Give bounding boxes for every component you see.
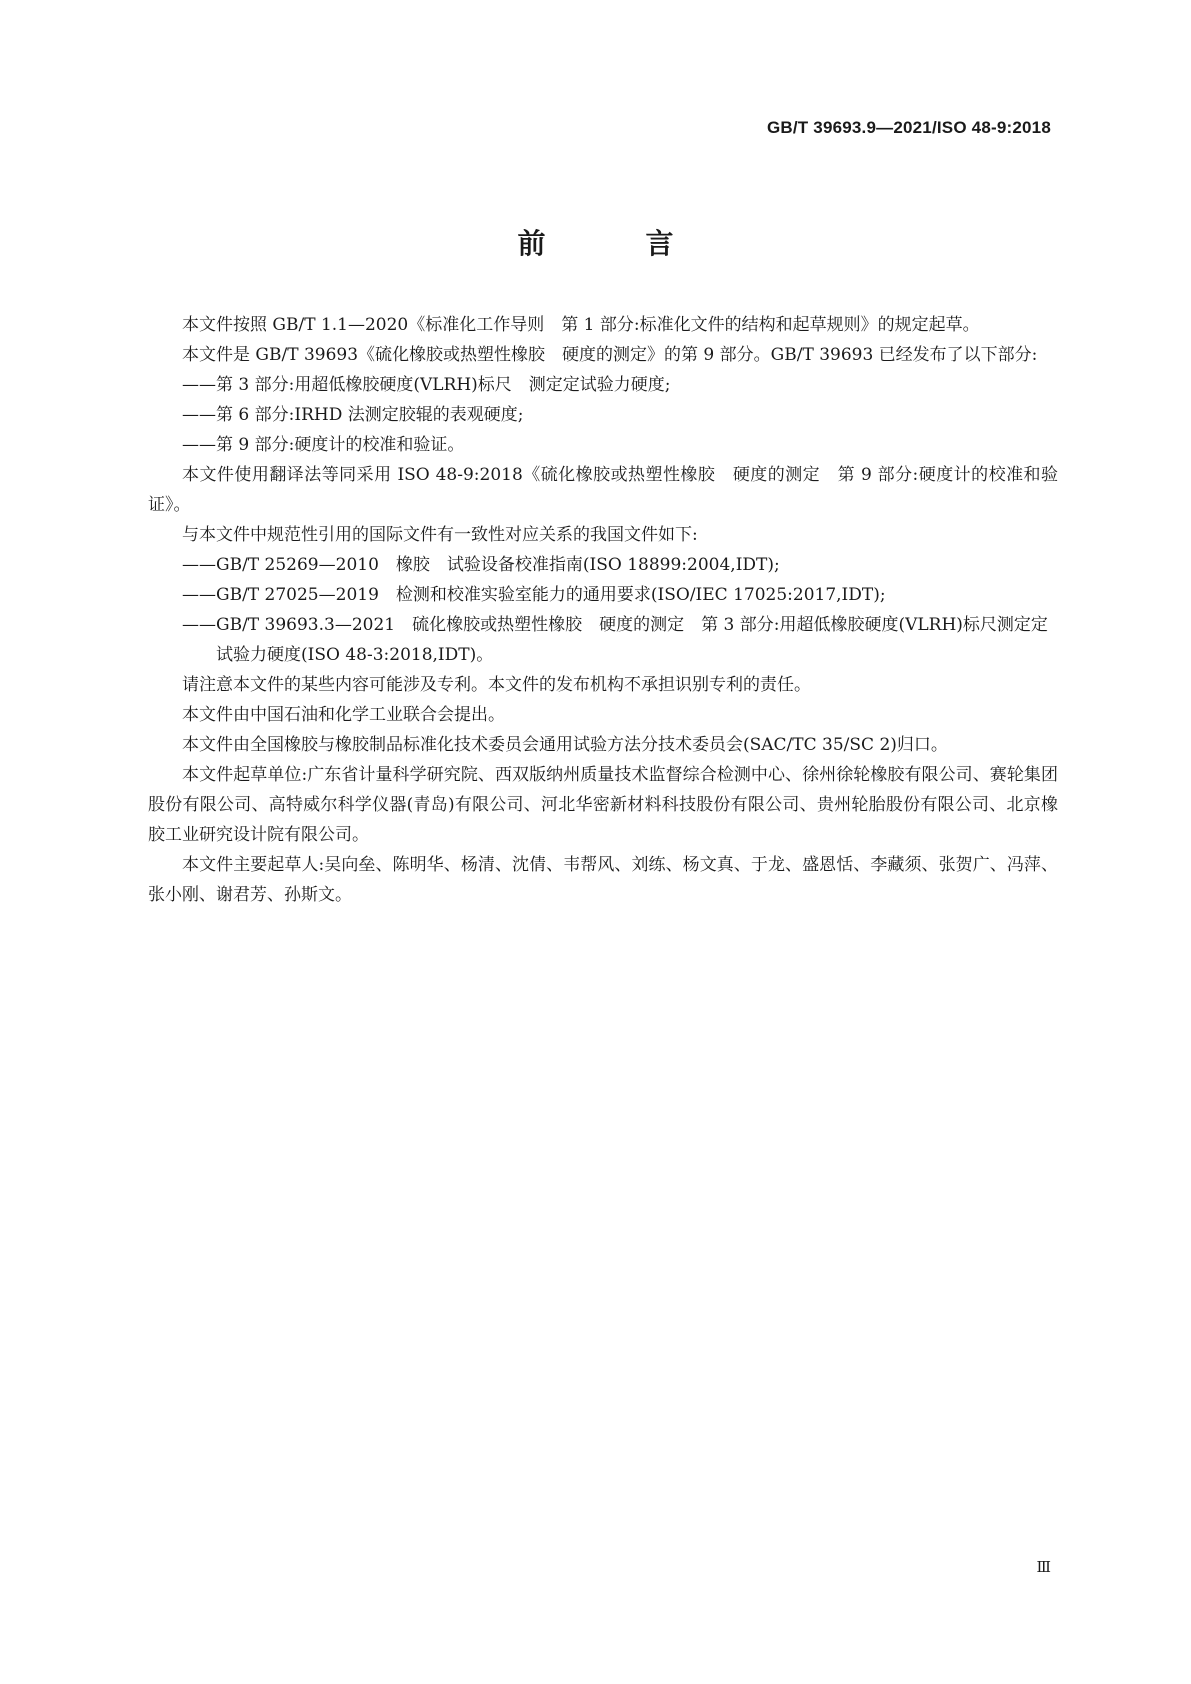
list-item-reference: ——GB/T 25269—2010 橡胶 试验设备校准指南(ISO 18899:2004,IDT); <box>182 555 780 575</box>
page-title: 前 言 <box>517 227 710 260</box>
paragraph-drafting-units: 本文件起草单位:广东省计量科学研究院、西双版纳州质量技术监督综合检测中心、徐州徐轮橡胶有限公司、赛轮集团股份有限公司、高特威尔科学仪器(青岛)有限公司、河北华密新材料科技股份有限公司、贵州轮胎股份有限公司、北京橡胶工业研究设计院有限公司。 <box>148 765 1058 845</box>
paragraph-adoption: 本文件使用翻译法等同采用 ISO 48-9:2018《硫化橡胶或热塑性橡胶 硬度的测定 第 9 部分:硬度计的校准和验证》。 <box>148 465 1058 515</box>
list-item-part: ——第 6 部分:IRHD 法测定胶辊的表观硬度; <box>182 405 524 425</box>
list-item-reference: ——GB/T 27025—2019 检测和校准实验室能力的通用要求(ISO/IEC 17025:2017,IDT); <box>182 585 886 605</box>
page-number: Ⅲ <box>1036 1558 1051 1576</box>
list-item-part: ——第 9 部分:硬度计的校准和验证。 <box>182 435 465 455</box>
paragraph-patent-notice: 请注意本文件的某些内容可能涉及专利。本文件的发布机构不承担识别专利的责任。 <box>182 675 811 695</box>
paragraph-series-parts: 本文件是 GB/T 39693《硫化橡胶或热塑性橡胶 硬度的测定》的第 9 部分。GB/T 39693 已经发布了以下部分: <box>182 345 1038 365</box>
list-item-part: ——第 3 部分:用超低橡胶硬度(VLRH)标尺 测定定试验力硬度; <box>182 375 671 395</box>
paragraph-drafting-rules: 本文件按照 GB/T 1.1—2020《标准化工作导则 第 1 部分:标准化文件的结构和起草规则》的规定起草。 <box>182 315 980 335</box>
paragraph-proposer: 本文件由中国石油和化学工业联合会提出。 <box>182 705 505 725</box>
list-item-reference: ——GB/T 39693.3—2021 硫化橡胶或热塑性橡胶 硬度的测定 第 3 部分:用超低橡胶硬度(VLRH)标尺测定定试验力硬度(ISO 48-3:2018,IDT)。 <box>182 615 1048 665</box>
paragraph-correspondence: 与本文件中规范性引用的国际文件有一致性对应关系的我国文件如下: <box>182 525 698 545</box>
preface-body <box>148 310 1058 910</box>
paragraph-responsible-committee: 本文件由全国橡胶与橡胶制品标准化技术委员会通用试验方法分技术委员会(SAC/TC 35/SC 2)归口。 <box>182 735 948 755</box>
paragraph-drafters: 本文件主要起草人:吴向垒、陈明华、杨清、沈倩、韦帮风、刘练、杨文真、于龙、盛恩恬、李藏须、张贺广、冯萍、张小刚、谢君芳、孙斯文。 <box>148 855 1058 905</box>
standard-code-header: GB/T 39693.9—2021/ISO 48-9:2018 <box>766 118 1051 137</box>
